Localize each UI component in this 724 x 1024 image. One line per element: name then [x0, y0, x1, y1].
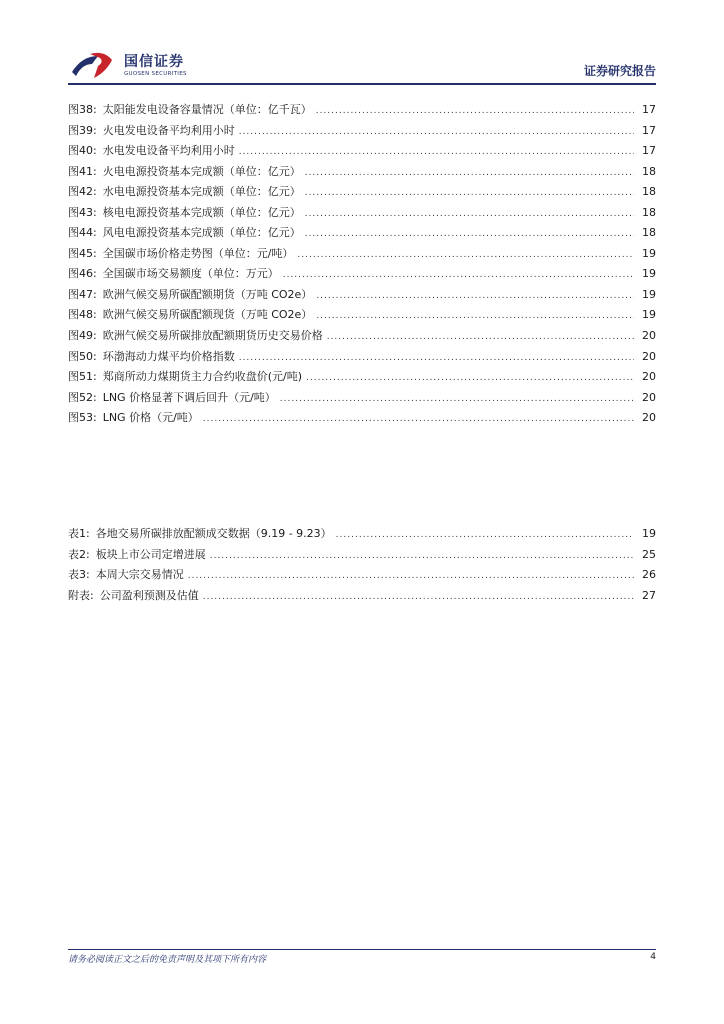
- dot-leader: [305, 209, 634, 219]
- entry-page-number: 20: [642, 329, 656, 343]
- entry-label: 图49:: [68, 329, 97, 343]
- dot-leader: [336, 530, 634, 540]
- entry-page-number: 20: [642, 349, 656, 363]
- toc-entry[interactable]: [68, 286, 656, 307]
- dot-leader: [210, 551, 634, 561]
- dot-leader: [280, 394, 634, 404]
- entry-title: 火电发电设备平均利用小时: [102, 123, 235, 137]
- toc-entry[interactable]: [68, 265, 656, 286]
- entry-page-number: 26: [642, 568, 656, 582]
- entry-title: LNG 价格显著下调后回升（元/吨）: [102, 390, 276, 404]
- entry-title: 各地交易所碳排放配额成交数据（9.19 - 9.23）: [95, 527, 332, 540]
- toc-entry[interactable]: [68, 245, 656, 266]
- entry-label: 图40:: [68, 144, 97, 158]
- dot-leader: [327, 332, 634, 342]
- entry-label: 附表:: [68, 588, 94, 602]
- toc-entry[interactable]: [68, 163, 656, 184]
- toc-entry[interactable]: [68, 327, 656, 348]
- dot-leader: [305, 229, 634, 239]
- dot-leader: [239, 353, 634, 363]
- dot-leader: [316, 311, 634, 321]
- toc-entry[interactable]: [68, 546, 656, 567]
- entry-title: 本周大宗交易情况: [95, 568, 184, 582]
- dot-leader: [239, 127, 634, 137]
- entry-page-number: 19: [642, 246, 656, 260]
- table-index: [68, 525, 656, 607]
- entry-page-number: 17: [642, 103, 656, 116]
- entry-title: 欧洲气候交易所碳配额期货（万吨 CO2e）: [102, 287, 313, 301]
- toc-entry[interactable]: [68, 348, 656, 369]
- toc-entry[interactable]: [68, 183, 656, 204]
- toc-entry[interactable]: [68, 368, 656, 389]
- toc-entry[interactable]: [68, 122, 656, 143]
- guosen-logo: [68, 50, 187, 82]
- entry-label: 图45:: [68, 246, 97, 260]
- guosen-logo-icon: [68, 50, 122, 82]
- dot-leader: [306, 373, 634, 383]
- entry-page-number: 19: [642, 267, 656, 281]
- dot-leader: [188, 571, 634, 581]
- toc-entry[interactable]: [68, 389, 656, 410]
- entry-page-number: 20: [642, 411, 656, 425]
- entry-page-number: 19: [642, 527, 656, 540]
- entry-title: 火电电源投资基本完成额（单位：亿元）: [102, 164, 301, 178]
- entry-page-number: 27: [642, 588, 656, 602]
- entry-title: 核电电源投资基本完成额（单位：亿元）: [102, 205, 301, 219]
- entry-title: 水电电源投资基本完成额（单位：亿元）: [102, 185, 301, 199]
- toc-entry[interactable]: [68, 101, 656, 122]
- brand-name-en: GUOSEN SECURITIES: [124, 70, 187, 77]
- page-header: [68, 50, 656, 84]
- entry-label: 图46:: [68, 267, 97, 281]
- dot-leader: [203, 414, 634, 424]
- entry-title: 全国碳市场交易额度（单位：万元）: [102, 267, 279, 281]
- entry-page-number: 18: [642, 185, 656, 199]
- entry-label: 图47:: [68, 287, 97, 301]
- disclaimer-text: 请务必阅读正文之后的免责声明及其项下所有内容: [68, 955, 267, 965]
- entry-page-number: 18: [642, 164, 656, 178]
- entry-page-number: 19: [642, 308, 656, 322]
- dot-leader: [316, 291, 634, 301]
- entry-page-number: 19: [642, 287, 656, 301]
- entry-title: 风电电源投资基本完成额（单位：亿元）: [102, 226, 301, 240]
- entry-label: 图44:: [68, 226, 97, 240]
- toc-entry[interactable]: [68, 525, 656, 546]
- footer-divider: [68, 949, 656, 950]
- entry-label: 表3:: [68, 568, 90, 582]
- header-divider: [68, 83, 656, 85]
- entry-label: 图38:: [68, 103, 97, 116]
- dot-leader: [305, 168, 634, 178]
- entry-label: 图52:: [68, 390, 97, 404]
- toc-entry[interactable]: [68, 204, 656, 225]
- entry-title: LNG 价格（元/吨）: [102, 411, 199, 425]
- dot-leader: [239, 147, 634, 157]
- entry-page-number: 17: [642, 144, 656, 158]
- entry-title: 全国碳市场价格走势图（单位：元/吨）: [102, 246, 294, 260]
- entry-label: 图39:: [68, 123, 97, 137]
- entry-title: 郑商所动力煤期货主力合约收盘价(元/吨): [102, 370, 302, 384]
- entry-title: 公司盈利预测及估值: [99, 588, 199, 602]
- entry-label: 图50:: [68, 349, 97, 363]
- report-type: 证券研究报告: [583, 64, 656, 78]
- entry-page-number: 18: [642, 226, 656, 240]
- entry-page-number: 18: [642, 205, 656, 219]
- entry-label: 图42:: [68, 185, 97, 199]
- entry-title: 环渤海动力煤平均价格指数: [102, 349, 235, 363]
- entry-title: 板块上市公司定增进展: [95, 547, 206, 561]
- entry-page-number: 20: [642, 370, 656, 384]
- toc-entry[interactable]: [68, 142, 656, 163]
- entry-label: 图41:: [68, 164, 97, 178]
- entry-title: 水电发电设备平均利用小时: [102, 144, 235, 158]
- page-number: 4: [650, 952, 656, 962]
- toc-entry[interactable]: [68, 224, 656, 245]
- dot-leader: [297, 250, 634, 260]
- dot-leader: [283, 270, 634, 280]
- entry-page-number: 20: [642, 390, 656, 404]
- entry-label: 图51:: [68, 370, 97, 384]
- entry-label: 表2:: [68, 547, 90, 561]
- entry-page-number: 25: [642, 547, 656, 561]
- entry-title: 欧洲气候交易所碳排放配额期货历史交易价格: [102, 329, 323, 343]
- figure-index: [68, 101, 656, 430]
- toc-entry[interactable]: [68, 409, 656, 430]
- entry-label: 图43:: [68, 205, 97, 219]
- toc-entry[interactable]: [68, 566, 656, 587]
- dot-leader: [203, 592, 634, 602]
- toc-entry[interactable]: [68, 587, 656, 608]
- entry-label: 图48:: [68, 308, 97, 322]
- entry-title: 太阳能发电设备容量情况（单位：亿千瓦）: [102, 103, 312, 116]
- brand-name-cn: 国信证券: [124, 53, 184, 70]
- entry-label: 图53:: [68, 411, 97, 425]
- toc-entry[interactable]: [68, 306, 656, 327]
- dot-leader: [316, 106, 634, 116]
- entry-page-number: 17: [642, 123, 656, 137]
- entry-title: 欧洲气候交易所碳配额现货（万吨 CO2e）: [102, 308, 313, 322]
- dot-leader: [305, 188, 634, 198]
- entry-label: 表1:: [68, 527, 90, 540]
